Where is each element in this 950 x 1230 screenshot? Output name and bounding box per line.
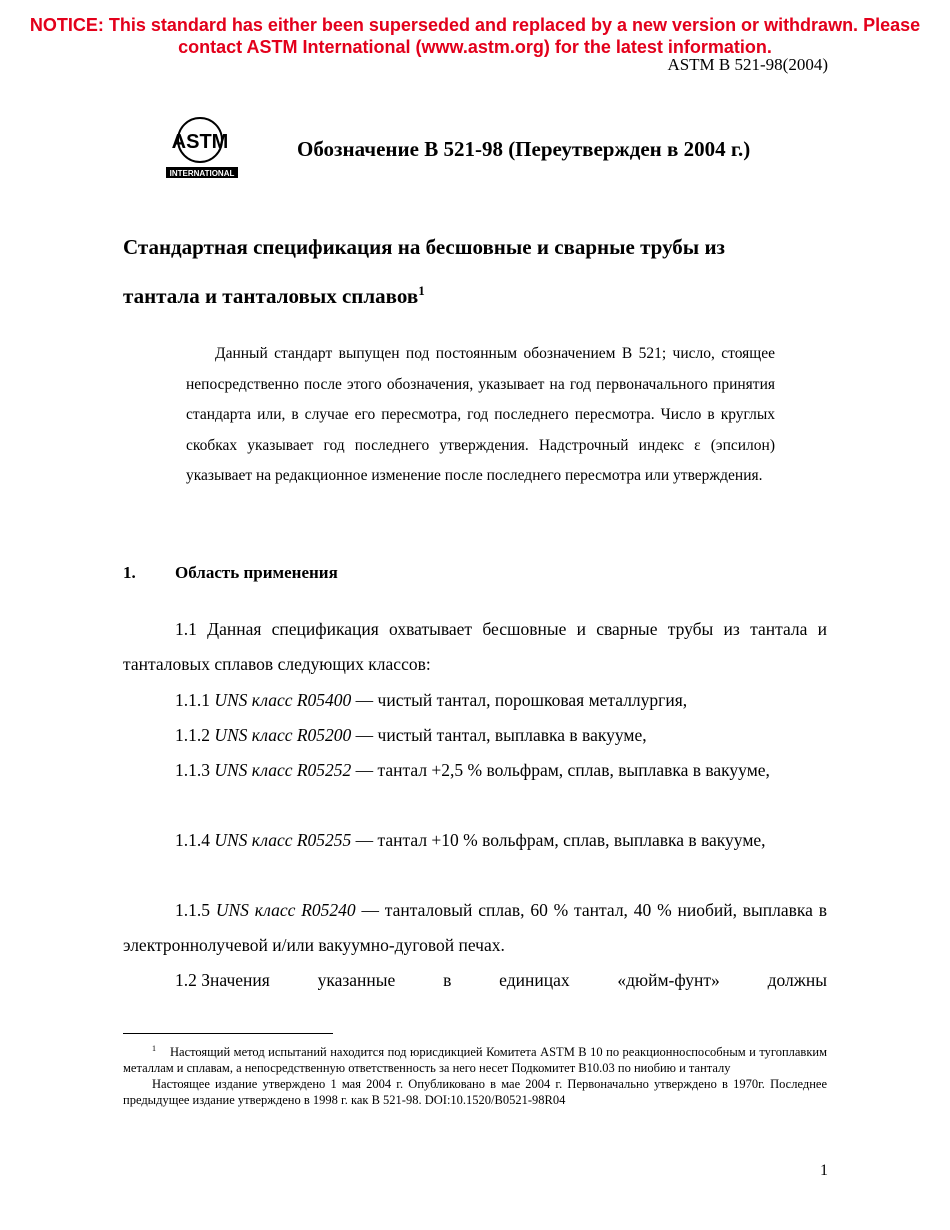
uns-class: UNS класс R05200: [214, 725, 352, 745]
clause-1-1-5: 1.1.5 UNS класс R05240 — танталовый сплав, 60 % тантал, 40 % ниобий, выплавка в электроннолучевой и/или вакуумно-дуговой печах.: [123, 900, 828, 955]
title-line-1: Стандартная спецификация на бесшовные и сварные трубы из: [123, 235, 725, 259]
footnotes: [123, 1041, 827, 1108]
document-id: ASTM B 521-98(2004): [667, 55, 828, 74]
title-line-2: тантала и танталовых сплавов$^1$: [123, 283, 425, 308]
section-title: Область применения: [175, 563, 338, 582]
title-footnote-ref[interactable]: 1: [418, 283, 425, 298]
clause-1-1-1: 1.1.1 UNS класс R05400 — чистый тантал, порошковая металлургия,: [175, 690, 688, 710]
clause-1-1: 1.1 Данная спецификация охватывает бесшовные и сварные трубы из тантала и танталовых сплавов следующих классов:: [123, 619, 827, 674]
document-title: [123, 226, 843, 318]
footnote-divider: [123, 1033, 333, 1034]
footnote-1: $^1$ Настоящий метод испытаний находится под юрисдикцией Комитета ASTM B 10 по реакционноспособным и тугоплавким металлам и сплавам, а непосредственную ответственность за него несет Подкомитет B10.03 по ниобию и танталу: [123, 1044, 827, 1076]
uns-class: UNS класс R05400: [214, 690, 352, 710]
astm-logo: [162, 114, 242, 184]
intro-paragraph: Данный стандарт выпущен под постоянным обозначением B 521; число, стоящее непосредственно после этого обозначения, указывает на год первоначального принятия стандарта или, в случае его пересмотра, год последнего пересмотра. Число в круглых скобках указывает год последнего утверждения. Надстрочный индекс ε (эпсилон) указывает на редакционное изменение после последнего пересмотра или утверждения.: [186, 345, 775, 484]
superseded-notice: [0, 14, 950, 58]
uns-class: UNS класс R05252: [214, 760, 352, 780]
section-number: 1.: [123, 563, 136, 582]
designation-heading: Обозначение B 521-98 (Переутвержден в 2004 г.): [297, 137, 751, 161]
section-heading: [123, 563, 338, 583]
uns-class: UNS класс R05240: [215, 900, 356, 920]
logo-text: ASTM: [171, 131, 229, 153]
clause-1-1-2: 1.1.2 UNS класс R05200 — чистый тантал, выплавка в вакууме,: [175, 725, 647, 745]
page-number: 1: [820, 1162, 828, 1179]
notice-line-1: NOTICE: This standard has either been superseded and replaced by a new version or withdrawn. Please: [29, 15, 921, 35]
clause-1-1-3: 1.1.3 UNS класс R05252 — тантал +2,5 % вольфрам, сплав, выплавка в вакууме,: [175, 760, 770, 780]
footnote-mark: 1: [152, 1044, 156, 1053]
logo-subtext: INTERNATIONAL: [169, 169, 235, 178]
astm-logo-icon: [162, 114, 242, 184]
uns-class: UNS класс R05255: [214, 830, 352, 850]
clause-1-1-4: 1.1.4 UNS класс R05255 — тантал +10 % вольфрам, сплав, выплавка в вакууме,: [175, 830, 766, 850]
notice-line-2: contact ASTM International (www.astm.org) for the latest information.: [178, 37, 772, 57]
footnote-1-edition: Настоящее издание утверждено 1 мая 2004 г. Опубликовано в мае 2004 г. Первоначально утверждено в 1970г. Последнее предыдущее издание утверждено в 1998 г. как B 521-98. DOI:10.1520/B0521-98R04: [123, 1077, 827, 1108]
clause-1-2: 1.2 Значения указанные в единицах «дюйм-фунт» должны: [175, 970, 827, 990]
